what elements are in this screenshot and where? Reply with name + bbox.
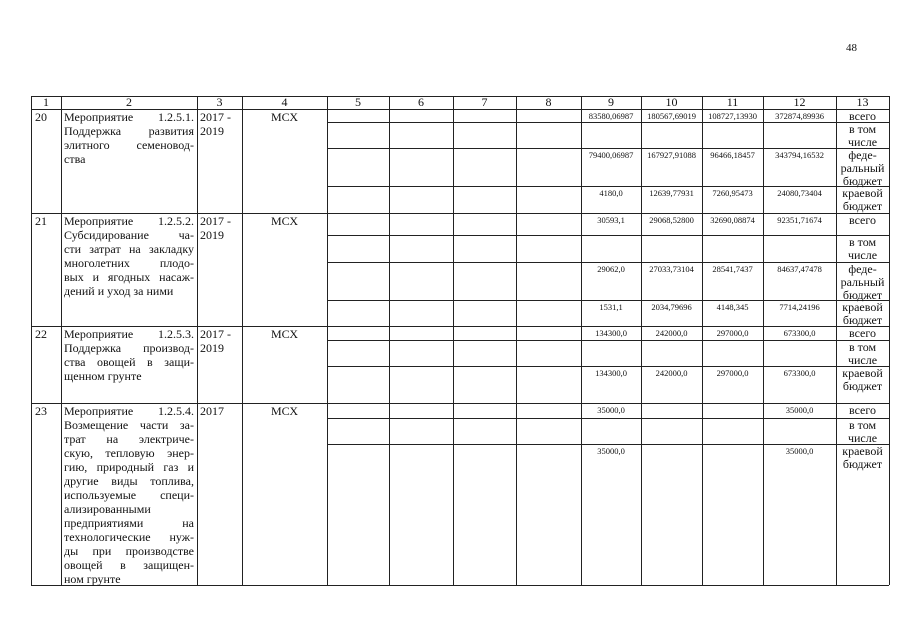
- column-header-7: 7: [481, 95, 488, 109]
- amount-col-10: 180567,69019: [647, 111, 696, 121]
- funding-source: феде-: [848, 148, 877, 162]
- measure-title-line: вых и ягодных насаж-: [64, 270, 194, 284]
- column-header-4: 4: [281, 95, 288, 109]
- amount-col-9: 29062,0: [597, 264, 625, 274]
- funding-source: числе: [847, 135, 878, 149]
- funding-source: ральный: [840, 161, 885, 175]
- column-header-12: 12: [793, 95, 806, 109]
- funding-source: в том: [848, 122, 877, 136]
- amount-col-12: 24080,73404: [777, 188, 822, 198]
- period: 2017 -: [200, 214, 231, 228]
- executor: МСХ: [270, 110, 299, 124]
- page-number: 48: [846, 42, 857, 54]
- period: 2019: [200, 228, 224, 242]
- measure-title-line: трат на электриче-: [64, 432, 194, 446]
- measure-title-line: Мероприятие 1.2.5.1.: [64, 110, 194, 124]
- amount-col-9: 4180,0: [599, 188, 623, 198]
- funding-source: числе: [847, 248, 878, 262]
- column-header-3: 3: [216, 95, 223, 109]
- funding-source: всего: [848, 213, 877, 227]
- amount-col-12: 35000,0: [785, 405, 814, 415]
- amount-col-11: 108727,13930: [708, 111, 757, 121]
- measure-title-line: дений и уход за ними: [64, 284, 174, 298]
- funding-source: в том: [848, 235, 877, 249]
- period: 2017: [200, 404, 224, 418]
- funding-source: бюджет: [842, 313, 883, 327]
- period: 2019: [200, 124, 224, 138]
- row-number: 21: [35, 214, 47, 228]
- amount-col-11: 4148,345: [716, 302, 749, 312]
- executor: МСХ: [270, 404, 299, 418]
- measure-title-line: ства: [64, 152, 86, 166]
- measure-title-line: Возмещение части за-: [64, 418, 194, 432]
- executor: МСХ: [270, 214, 299, 228]
- period: 2017 -: [200, 327, 231, 341]
- amount-col-11: 32690,08874: [710, 215, 755, 225]
- measure-title-line: щенном грунте: [64, 369, 142, 383]
- column-header-10: 10: [665, 95, 678, 109]
- period: 2019: [200, 341, 224, 355]
- measure-title-line: ды при производстве: [64, 544, 194, 558]
- amount-col-11: 297000,0: [716, 368, 749, 378]
- funding-source: всего: [848, 109, 877, 123]
- measure-title-line: Поддержка производ-: [64, 341, 194, 355]
- amount-col-10: 167927,91088: [647, 150, 696, 160]
- column-header-13: 13: [856, 95, 869, 109]
- amount-col-10: 242000,0: [655, 368, 688, 378]
- amount-col-10: 242000,0: [655, 328, 688, 338]
- funding-source: числе: [847, 431, 878, 445]
- amount-col-12: 35000,0: [785, 446, 814, 456]
- measure-title-line: сти затрат на закладку: [64, 242, 194, 256]
- period: 2017 -: [200, 110, 231, 124]
- measure-title-line: Мероприятие 1.2.5.4.: [64, 404, 194, 418]
- amount-col-11: 28541,7437: [712, 264, 753, 274]
- amount-col-12: 84637,47478: [777, 264, 822, 274]
- funding-source: бюджет: [842, 174, 883, 188]
- amount-col-9: 30593,1: [597, 215, 625, 225]
- measure-title-line: ства овощей в защи-: [64, 355, 194, 369]
- measure-title-line: Субсидирование ча-: [64, 228, 194, 242]
- amount-col-12: 7714,24196: [779, 302, 820, 312]
- measure-title-line: гию, природный газ и: [64, 460, 194, 474]
- measure-title-line: многолетних плодо-: [64, 256, 194, 270]
- funding-source: феде-: [848, 262, 877, 276]
- funding-source: бюджет: [842, 288, 883, 302]
- funding-source: всего: [848, 326, 877, 340]
- executor: МСХ: [270, 327, 299, 341]
- funding-source: краевой: [842, 300, 883, 314]
- amount-col-12: 343794,16532: [775, 150, 824, 160]
- amount-col-12: 92351,71674: [777, 215, 822, 225]
- column-header-6: 6: [418, 95, 424, 109]
- amount-col-10: 12639,77931: [649, 188, 694, 198]
- measure-title-line: скую, тепловую энер-: [64, 446, 194, 460]
- funding-source: в том: [848, 418, 877, 432]
- row-number: 22: [35, 327, 47, 341]
- amount-col-9: 35000,0: [597, 405, 625, 415]
- column-header-5: 5: [355, 95, 361, 109]
- funding-source: краевой: [842, 186, 883, 200]
- amount-col-9: 134300,0: [595, 328, 627, 338]
- funding-source: в том: [848, 340, 877, 354]
- amount-col-9: 1531,1: [599, 302, 623, 312]
- funding-source: бюджет: [842, 379, 883, 393]
- funding-source: ральный: [840, 275, 885, 289]
- measure-title-line: Мероприятие 1.2.5.2.: [64, 214, 194, 228]
- amount-col-10: 27033,73104: [649, 264, 694, 274]
- measure-title-line: Мероприятие 1.2.5.3.: [64, 327, 194, 341]
- measure-title-line: предприятиями на: [64, 516, 194, 530]
- column-header-2: 2: [126, 95, 132, 109]
- funding-source: бюджет: [842, 199, 883, 213]
- column-header-1: 1: [43, 95, 49, 109]
- amount-col-9: 79400,06987: [588, 150, 634, 160]
- amount-col-11: 96466,18457: [710, 150, 755, 160]
- funding-source: бюджет: [842, 457, 883, 471]
- funding-source: всего: [848, 403, 877, 417]
- measure-title-line: ном грунте: [64, 572, 121, 586]
- measure-title-line: используемые специ-: [64, 488, 194, 502]
- funding-source: краевой: [842, 366, 883, 380]
- amount-col-9: 134300,0: [595, 368, 627, 378]
- measure-title-line: элитного семеновод-: [64, 138, 194, 152]
- column-header-9: 9: [608, 95, 614, 109]
- amount-col-10: 2034,79696: [651, 302, 692, 312]
- funding-source: краевой: [842, 444, 883, 458]
- amount-col-11: 297000,0: [716, 328, 749, 338]
- amount-col-12: 673300,0: [783, 328, 816, 338]
- funding-source: числе: [847, 353, 878, 367]
- row-number: 20: [35, 110, 47, 124]
- measure-title-line: другие виды топлива,: [64, 474, 194, 488]
- amount-col-9: 35000,0: [597, 446, 625, 456]
- measure-title-line: технологические нуж-: [64, 530, 194, 544]
- row-number: 23: [35, 404, 47, 418]
- amount-col-11: 7260,95473: [712, 188, 753, 198]
- measure-title-line: Поддержка развития: [64, 124, 194, 138]
- amount-col-12: 372874,89936: [775, 111, 824, 121]
- amount-col-10: 29068,52800: [649, 215, 694, 225]
- measure-title-line: овощей в защищен-: [64, 558, 194, 572]
- measure-title-line: ализированными: [64, 502, 151, 516]
- column-header-8: 8: [545, 95, 552, 109]
- column-header-11: 11: [726, 95, 739, 109]
- amount-col-9: 83580,06987: [588, 111, 634, 121]
- amount-col-12: 673300,0: [783, 368, 816, 378]
